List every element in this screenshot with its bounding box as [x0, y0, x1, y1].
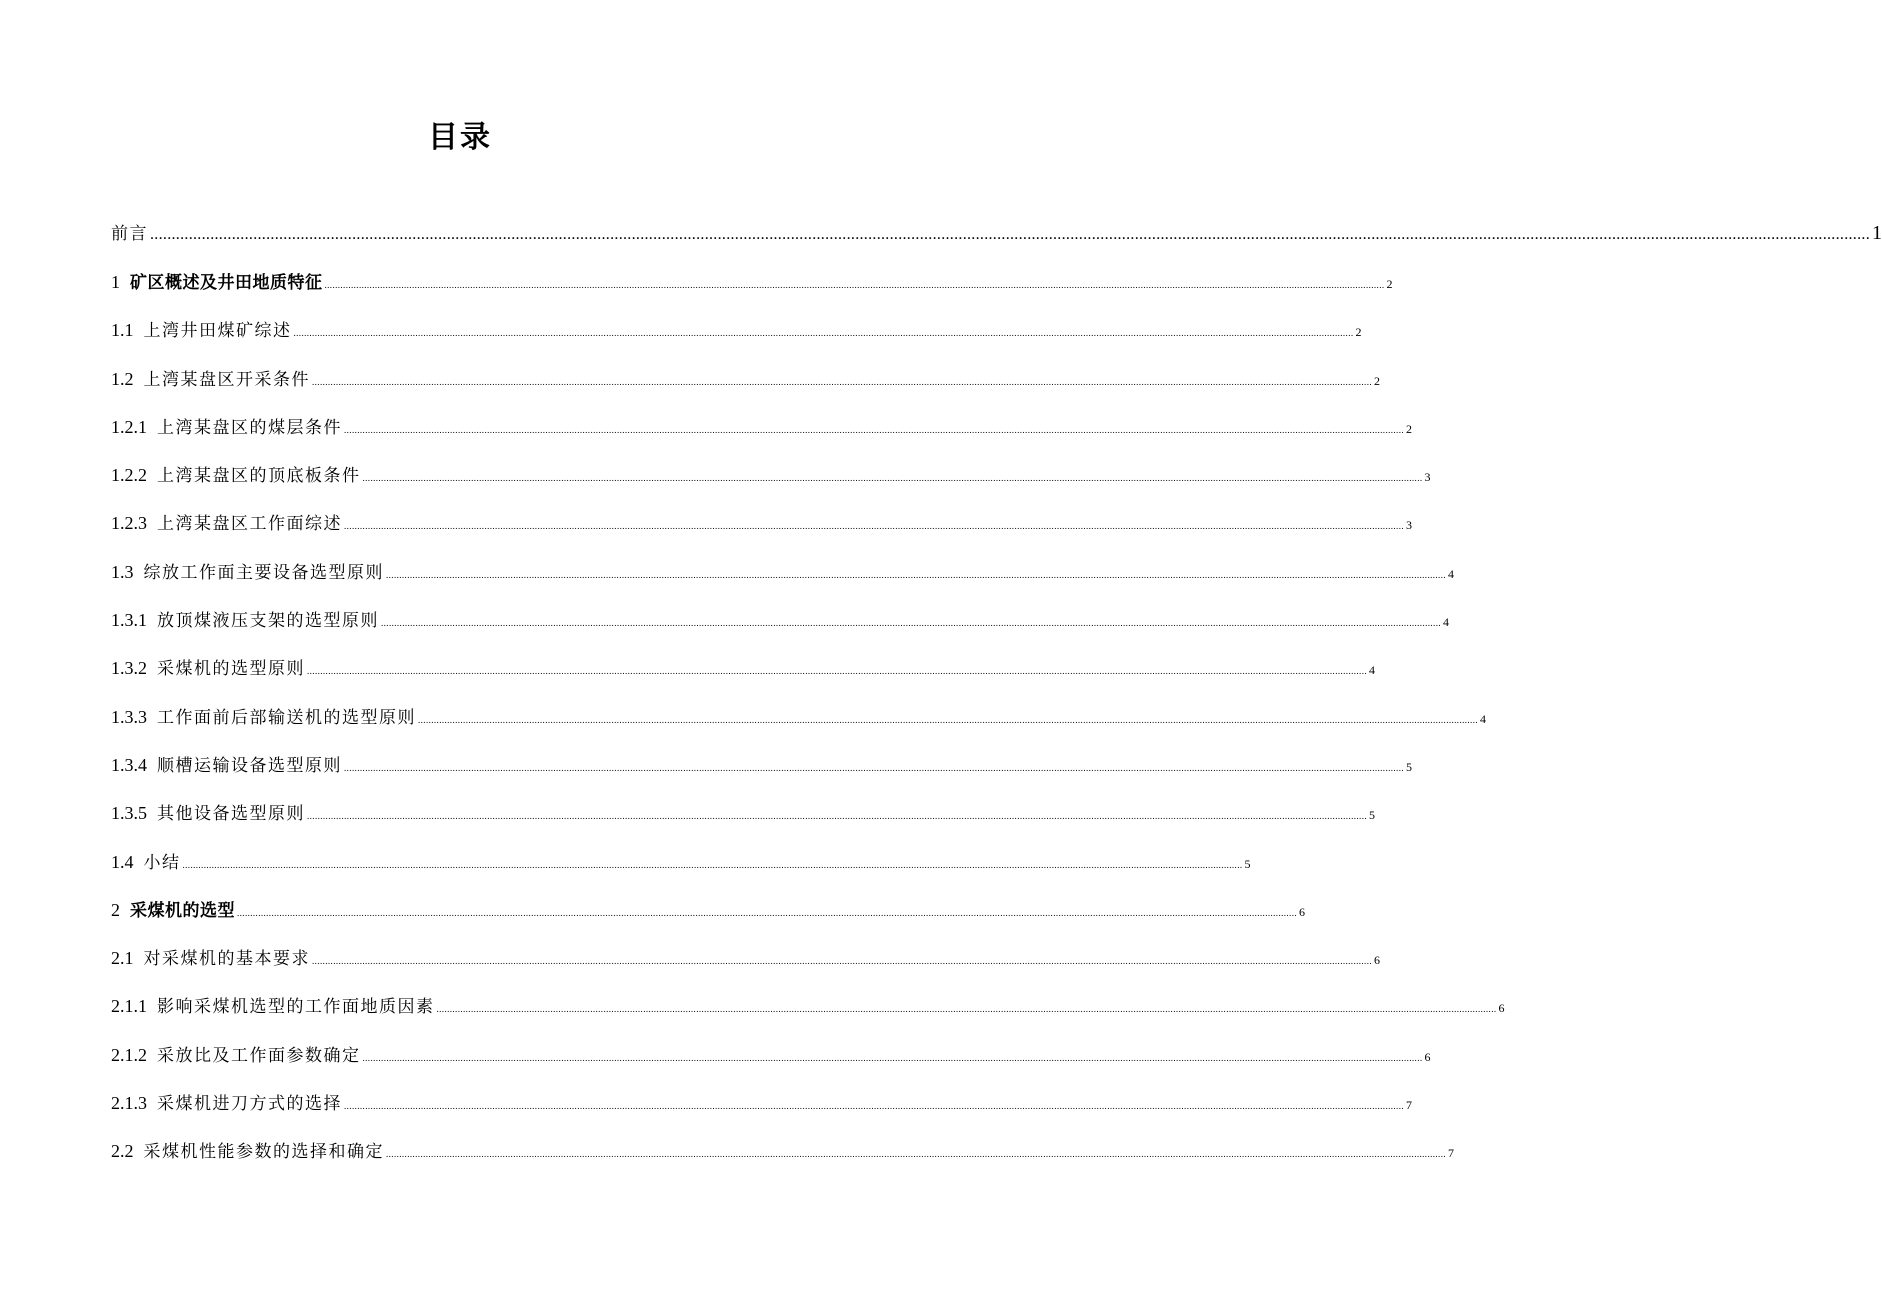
toc-entry-title: 上湾某盘区的顶底板条件 — [157, 466, 361, 487]
toc-entry-number: 1.3.2 — [111, 658, 147, 679]
toc-dot-leader: ................................................................................................................................................................................................................................................................................................................................................................................................................ — [344, 1101, 1404, 1112]
toc-entry[interactable] — [111, 216, 1882, 265]
toc-dot-leader: ................................................................................................................................................................................................................................................................................................................................................................................................................ — [344, 521, 1404, 532]
toc-entry-title: 上湾井田煤矿综述 — [143, 321, 292, 342]
toc-entry[interactable] — [111, 265, 1393, 313]
toc-entry-title: 对采煤机的基本要求 — [143, 949, 310, 970]
toc-dot-leader: ................................................................................................................................................................................................................................................................................................................................................................................................................ — [237, 907, 1297, 918]
toc-entry[interactable] — [111, 941, 1380, 989]
toc-dot-leader: ................................................................................................................................................................................................................................................................................................................................................................................................................ — [386, 569, 1446, 580]
toc-dot-leader: ................................................................................................................................................................................................................................................................................................................................................................................................................ — [307, 811, 1367, 822]
toc-entry-title: 放顶煤液压支架的选型原则 — [157, 611, 379, 632]
toc-dot-leader: ................................................................................................................................................................................................................................................................................................................................................................................................................ — [307, 666, 1367, 677]
toc-entry[interactable] — [111, 410, 1412, 458]
toc-entry-title: 上湾某盘区的煤层条件 — [157, 417, 342, 438]
toc-dot-leader: ................................................................................................................................................................................................................................................................................................................................................................................................................ — [312, 376, 1372, 387]
toc-entry[interactable] — [111, 845, 1251, 893]
toc-entry-page-number: 6 — [1498, 1001, 1505, 1016]
toc-entry-number: 1.4 — [111, 851, 134, 872]
toc-entry-title: 前言 — [111, 224, 148, 244]
toc-entry-page-number: 4 — [1443, 615, 1449, 630]
toc-entry[interactable] — [111, 362, 1380, 410]
toc-list — [111, 216, 1882, 1183]
toc-dot-leader: ................................................................................................................................................................................................................................................................................................................................................................................................................ — [362, 1052, 1423, 1063]
toc-entry-title: 采煤机的选型 — [130, 900, 235, 921]
toc-entry-page-number: 2 — [1374, 373, 1380, 388]
toc-entry-page-number: 7 — [1448, 1146, 1454, 1161]
toc-entry-number: 2.2 — [111, 1141, 134, 1162]
toc-entry[interactable] — [111, 603, 1449, 651]
toc-entry-title: 影响采煤机选型的工作面地质因素 — [157, 997, 435, 1018]
toc-dot-leader: ................................................................................................................................................................................................................................................................................................................................................................................................................ — [386, 1149, 1446, 1160]
toc-entry[interactable] — [111, 1038, 1431, 1086]
toc-entry-title: 采煤机的选型原则 — [157, 659, 305, 680]
toc-dot-leader: ................................................................................................................................................................................................................................................................................................................................................................................................................ — [324, 280, 1385, 290]
toc-entry-number: 1 — [111, 272, 120, 292]
toc-entry-number: 1.3.5 — [111, 803, 147, 824]
toc-dot-leader: ................................................................................................................................................................................................................................................................................................................................................................................................................ — [293, 328, 1354, 339]
toc-entry-page-number: 6 — [1424, 1049, 1431, 1064]
toc-entry-title: 综放工作面主要设备选型原则 — [143, 562, 384, 583]
toc-entry[interactable] — [111, 989, 1505, 1037]
toc-entry-page-number: 5 — [1369, 808, 1375, 823]
toc-entry-title: 其他设备选型原则 — [157, 804, 305, 825]
toc-entry-number: 1.3.4 — [111, 754, 147, 775]
toc-entry-page-number: 3 — [1406, 518, 1412, 533]
toc-entry-title: 采放比及工作面参数确定 — [157, 1045, 361, 1066]
toc-entry-title: 矿区概述及井田地质特征 — [130, 273, 323, 293]
toc-entry[interactable] — [111, 1086, 1412, 1134]
toc-entry[interactable] — [111, 1134, 1454, 1182]
toc-dot-leader: ................................................................................................................................................................................................................................................................................................................................................................................................................ — [150, 226, 1870, 243]
toc-dot-leader: ................................................................................................................................................................................................................................................................................................................................................................................................................ — [381, 618, 1441, 629]
toc-entry-page-number: 2 — [1386, 277, 1393, 291]
toc-dot-leader: ................................................................................................................................................................................................................................................................................................................................................................................................................ — [312, 956, 1372, 967]
toc-entry-title: 上湾某盘区开采条件 — [143, 369, 310, 390]
toc-entry-title: 采煤机性能参数的选择和确定 — [143, 1142, 384, 1163]
toc-entry[interactable] — [111, 458, 1431, 506]
toc-entry[interactable] — [111, 748, 1412, 796]
toc-entry-page-number: 4 — [1369, 663, 1375, 678]
toc-entry-page-number: 4 — [1480, 711, 1486, 726]
toc-entry-page-number: 5 — [1406, 759, 1412, 774]
toc-dot-leader: ................................................................................................................................................................................................................................................................................................................................................................................................................ — [344, 762, 1404, 773]
toc-entry-number: 1.2.3 — [111, 513, 147, 534]
toc-entry-title: 小结 — [143, 852, 181, 873]
toc-entry-number: 1.3.3 — [111, 706, 147, 727]
toc-entry[interactable] — [111, 700, 1486, 748]
toc-entry[interactable] — [111, 651, 1375, 699]
toc-entry-title: 采煤机进刀方式的选择 — [157, 1094, 342, 1115]
toc-dot-leader: ................................................................................................................................................................................................................................................................................................................................................................................................................ — [344, 424, 1404, 435]
toc-entry[interactable] — [111, 313, 1362, 361]
toc-entry-number: 2.1.3 — [111, 1093, 147, 1114]
toc-entry-number: 1.3 — [111, 561, 134, 582]
toc-dot-leader: ................................................................................................................................................................................................................................................................................................................................................................................................................ — [418, 714, 1478, 725]
toc-entry-number: 1.2.2 — [111, 465, 147, 486]
toc-entry-number: 1.2 — [111, 368, 134, 389]
toc-entry-number: 2.1 — [111, 948, 134, 969]
toc-entry-number: 1.2.1 — [111, 416, 147, 437]
toc-dot-leader: ................................................................................................................................................................................................................................................................................................................................................................................................................ — [436, 1004, 1497, 1015]
toc-dot-leader: ................................................................................................................................................................................................................................................................................................................................................................................................................ — [362, 473, 1423, 484]
toc-entry[interactable] — [111, 506, 1412, 554]
toc-entry-page-number: 4 — [1448, 566, 1454, 581]
toc-entry-number: 2.1.2 — [111, 1044, 147, 1065]
toc-entry-page-number: 7 — [1406, 1098, 1412, 1113]
toc-entry-title: 工作面前后部输送机的选型原则 — [157, 707, 416, 728]
toc-title: 目录 — [428, 120, 492, 155]
toc-entry-number: 1.3.1 — [111, 610, 147, 631]
toc-entry[interactable] — [111, 555, 1454, 603]
toc-entry-page-number: 6 — [1299, 904, 1305, 919]
toc-entry-page-number: 2 — [1406, 421, 1412, 436]
toc-entry-number: 1.1 — [111, 320, 134, 341]
toc-entry-page-number: 6 — [1374, 953, 1380, 968]
toc-entry-number: 2.1.1 — [111, 996, 147, 1017]
toc-entry-title: 上湾某盘区工作面综述 — [157, 514, 342, 535]
toc-entry-page-number: 2 — [1355, 325, 1362, 340]
toc-entry-page-number: 5 — [1244, 856, 1251, 871]
toc-dot-leader: ................................................................................................................................................................................................................................................................................................................................................................................................................ — [182, 859, 1243, 870]
toc-entry-title: 顺槽运输设备选型原则 — [157, 755, 342, 776]
toc-entry-number: 2 — [111, 899, 120, 920]
toc-entry[interactable] — [111, 893, 1305, 941]
toc-entry-page-number: 3 — [1424, 470, 1431, 485]
toc-entry[interactable] — [111, 796, 1375, 844]
toc-entry-page-number: 1 — [1872, 222, 1882, 244]
